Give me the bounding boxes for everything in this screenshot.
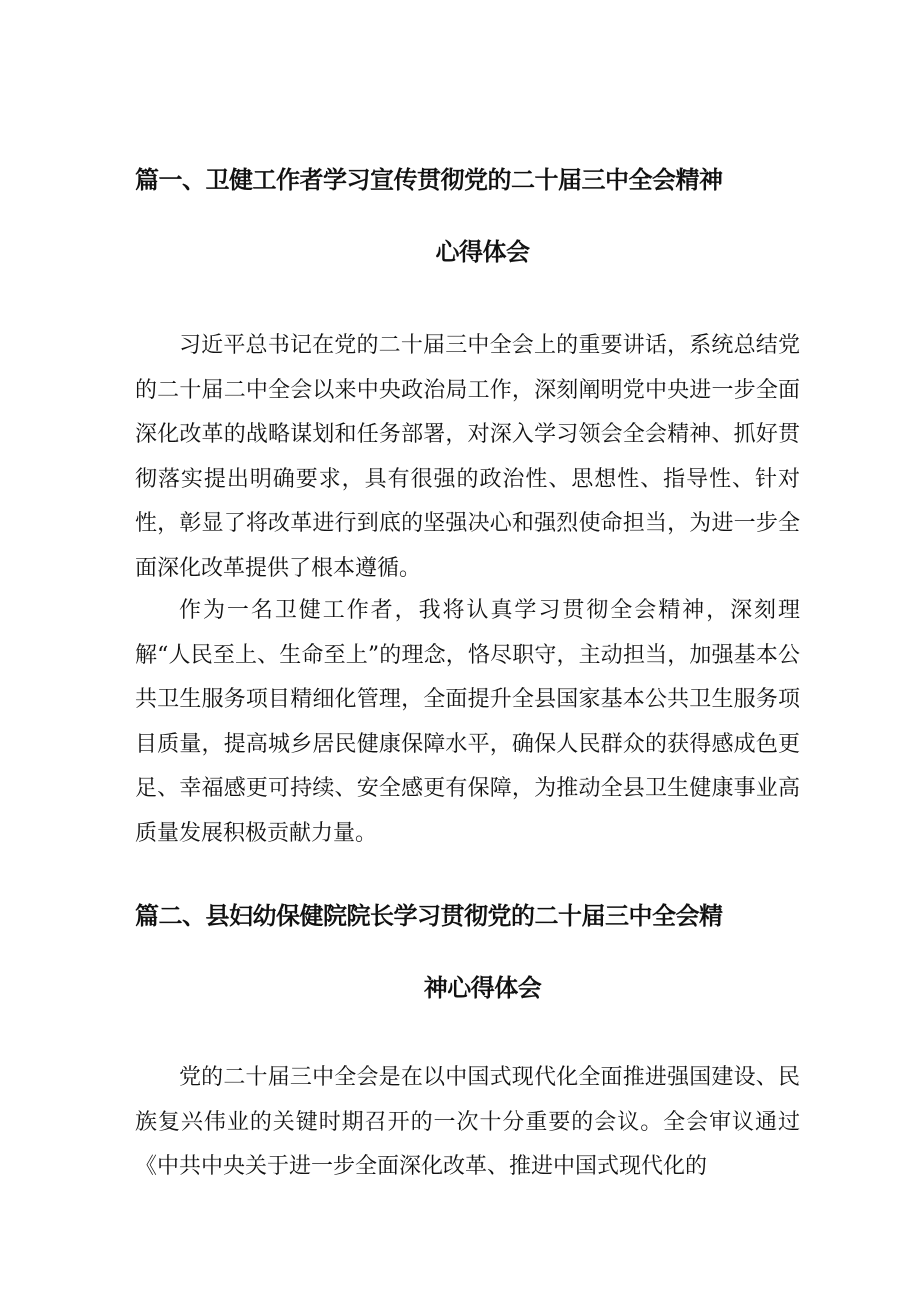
section-1-paragraph-1: 习近平总书记在党的二十届三中全会上的重要讲话，系统总结党的二十届二中全会以来中央政治局工作，深刻阐明党中央进一步全面深化改革的战略谋划和任务部署，对深入学习领会全会精神、抓好贯彻落实提出明确要求，具有很强的政治性、思想性、指导性、针对性，彰显了将改革进行到底的坚强决心和强烈使命担当，为进一步全面深化改革提供了根本遵循。 <box>135 333 800 581</box>
section-1-title-line-1: 篇一、卫健工作者学习宣传贯彻党的二十届三中全会精神 <box>135 166 723 194</box>
section-2-heading <box>135 900 800 1004</box>
section-2-paragraph-1: 党的二十届三中全会是在以中国式现代化全面推进强国建设、民族复兴伟业的关键时期召开的一次十分重要的会议。全会审议通过《中共中央关于进一步全面深化改革、推进中国式现代化的 <box>135 1065 800 1179</box>
section-2-title-line-2: 神心得体会 <box>423 974 542 1002</box>
section-1-title-line-2: 心得体会 <box>435 238 530 266</box>
section-1-paragraph-2: 作为一名卫健工作者，我将认真学习贯彻全会精神，深刻理解“人民至上、生命至上”的理念，恪尽职守，主动担当，加强基本公共卫生服务项目精细化管理，全面提升全县国家基本公共卫生服务项目质量，提高城乡居民健康保障水平，确保人民群众的获得感成色更足、幸福感更可持续、安全感更有保障，为推动全县卫生健康事业高质量发展积极贡献力量。 <box>135 598 800 846</box>
section-2-title-line-1: 篇二、县妇幼保健院院长学习贯彻党的二十届三中全会精 <box>135 902 723 930</box>
section-1-heading <box>135 164 800 268</box>
